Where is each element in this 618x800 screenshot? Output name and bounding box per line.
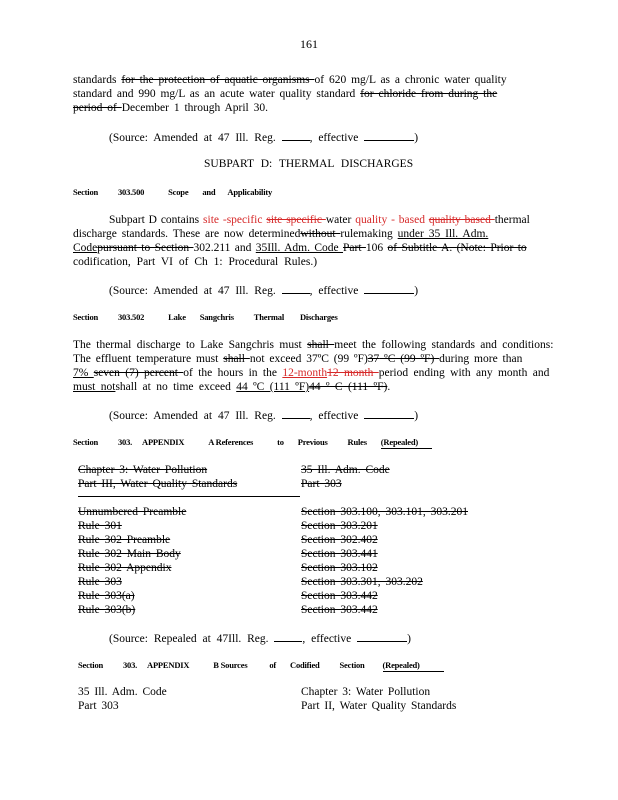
- inserted-text: must not: [73, 381, 116, 393]
- section-heading-303-502: Section 303.502 Lake Sangchris Thermal Discharges: [73, 312, 338, 322]
- table-row-left: Rule 302 Appendix: [78, 562, 172, 574]
- text-line: must notshall at no time exceed 44 ºC (111 ºF)44 º C (111 ºF).: [73, 381, 391, 393]
- text-line: period of December 1 through April 30.: [73, 102, 269, 114]
- deleted-text: of Subtitle A.: [387, 242, 457, 254]
- deleted-text: site specific: [266, 214, 326, 226]
- deleted-text: period of: [73, 102, 122, 114]
- source-note: (Source: Amended at 47 Ill. Reg. , effective ): [109, 410, 419, 422]
- deleted-text: quality based: [428, 214, 495, 226]
- table-row-right: Section 303.100, 303.101, 303.201: [301, 506, 468, 518]
- table-row-left: Rule 302 Main Body: [78, 548, 181, 560]
- deleted-text: 44 º C (111 ºF): [309, 381, 388, 393]
- table-head-right: 35 Ill. Adm. Code: [301, 464, 390, 476]
- table-b-right: Part II, Water Quality Standards: [301, 700, 457, 712]
- deleted-text: pursuant to Section: [97, 242, 194, 254]
- table-divider: [78, 496, 300, 497]
- section-heading-303-500: Section 303.500 Scope and Applicability: [73, 187, 273, 197]
- table-b-right: Chapter 3: Water Pollution: [301, 686, 431, 698]
- blank-field: [364, 408, 414, 419]
- text-line: discharge standards. These are now determinedwithout rulemaking under 35 Ill. Adm.: [73, 228, 489, 240]
- deleted-text: ºC (99 ºF): [379, 353, 440, 365]
- table-row-right: Section 302.402: [301, 534, 378, 546]
- deleted-text: seven (7) percent: [93, 367, 184, 379]
- appendix-b-heading: Section 303. APPENDIX B Sources of Codified Section (Repealed): [78, 660, 444, 672]
- table-row-right: Section 303.201: [301, 520, 378, 532]
- blank-field: [274, 631, 302, 642]
- source-note: (Source: Amended at 47 Ill. Reg. , effective ): [109, 132, 419, 144]
- deleted-text: 37: [367, 353, 380, 365]
- inserted-text: Code: [73, 242, 98, 254]
- blank-field: [282, 408, 310, 419]
- inserted-text: quality - based: [355, 214, 429, 226]
- table-row-left: Rule 301: [78, 520, 122, 532]
- table-row-left: Rule 303(b): [78, 604, 136, 616]
- text-line: standard and 990 mg/L as an acute water quality standard for chloride from during the: [73, 88, 498, 100]
- table-row-right: Section 303.441: [301, 548, 378, 560]
- table-head-left: Part III, Water Quality Standards: [78, 478, 238, 490]
- table-row-left: Rule 302 Preamble: [78, 534, 171, 546]
- subpart-title: SUBPART D: THERMAL DISCHARGES: [204, 158, 414, 170]
- inserted-text: 44 ºC (111 ºF): [236, 381, 310, 393]
- table-row-right: Section 303.102: [301, 562, 378, 574]
- inserted-text: 35Ill. Adm. Code: [255, 242, 344, 254]
- blank-field: [364, 130, 414, 141]
- deleted-text: shall: [223, 353, 250, 365]
- table-row-left: Unnumbered Preamble: [78, 506, 187, 518]
- inserted-text: site -specific: [203, 214, 267, 226]
- deleted-text: (Note: Prior to: [456, 242, 527, 254]
- text-line: Codepursuant to Section 302.211 and 35Ill. Adm. Code Part 106 of Subtitle A. (Note: Prior to: [73, 242, 527, 254]
- deleted-text: for chloride from during the: [360, 88, 498, 100]
- blank-field: [357, 631, 407, 642]
- inserted-text: 12-month: [282, 367, 328, 379]
- table-row-right: Section 303.442: [301, 590, 378, 602]
- table-row-right: Section 303.301, 303.202: [301, 576, 423, 588]
- table-head-left: Chapter 3: Water Pollution: [78, 464, 208, 476]
- inserted-text: 7%: [73, 367, 94, 379]
- source-note: (Source: Amended at 47 Ill. Reg. , effective ): [109, 285, 419, 297]
- text-line: The thermal discharge to Lake Sangchris must shall meet the following standards and conditions:: [73, 339, 554, 351]
- deleted-text: without: [300, 228, 341, 240]
- table-head-right: Part 303: [301, 478, 342, 490]
- deleted-text: for the protection of aquatic organisms: [121, 74, 315, 86]
- text-line: Subpart D contains site -specific site specific water quality - based quality based thermal: [109, 214, 530, 226]
- text-line: codification, Part VI of Ch 1: Procedural Rules.): [73, 256, 318, 268]
- deleted-text: Part: [343, 242, 366, 254]
- table-row-right: Section 303.442: [301, 604, 378, 616]
- table-row-left: Rule 303(a): [78, 590, 135, 602]
- table-b-left: Part 303: [78, 700, 119, 712]
- source-note-repealed: (Source: Repealed at 47Ill. Reg. , effective ): [109, 633, 411, 645]
- blank-field: [282, 130, 310, 141]
- text-line: The effluent temperature must shall not exceed 37ºC (99 ºF)37 ºC (99 ºF) during more than: [73, 353, 523, 365]
- text-line: standards for the protection of aquatic organisms of 620 mg/L as a chronic water quality: [73, 74, 507, 86]
- inserted-text: under 35 Ill. Adm.: [397, 228, 489, 240]
- table-row-left: Rule 303: [78, 576, 122, 588]
- appendix-a-heading: Section 303. APPENDIX A References to Previous Rules (Repealed): [73, 437, 432, 449]
- page-number: 161: [300, 37, 318, 51]
- table-b-left: 35 Ill. Adm. Code: [78, 686, 167, 698]
- blank-field: [282, 283, 310, 294]
- deleted-text: shall: [307, 339, 335, 351]
- text-line: 7% seven (7) percent of the hours in the 12-month12 month period ending with any month and: [73, 367, 550, 379]
- blank-field: [364, 283, 414, 294]
- deleted-text: 12 month: [327, 367, 379, 379]
